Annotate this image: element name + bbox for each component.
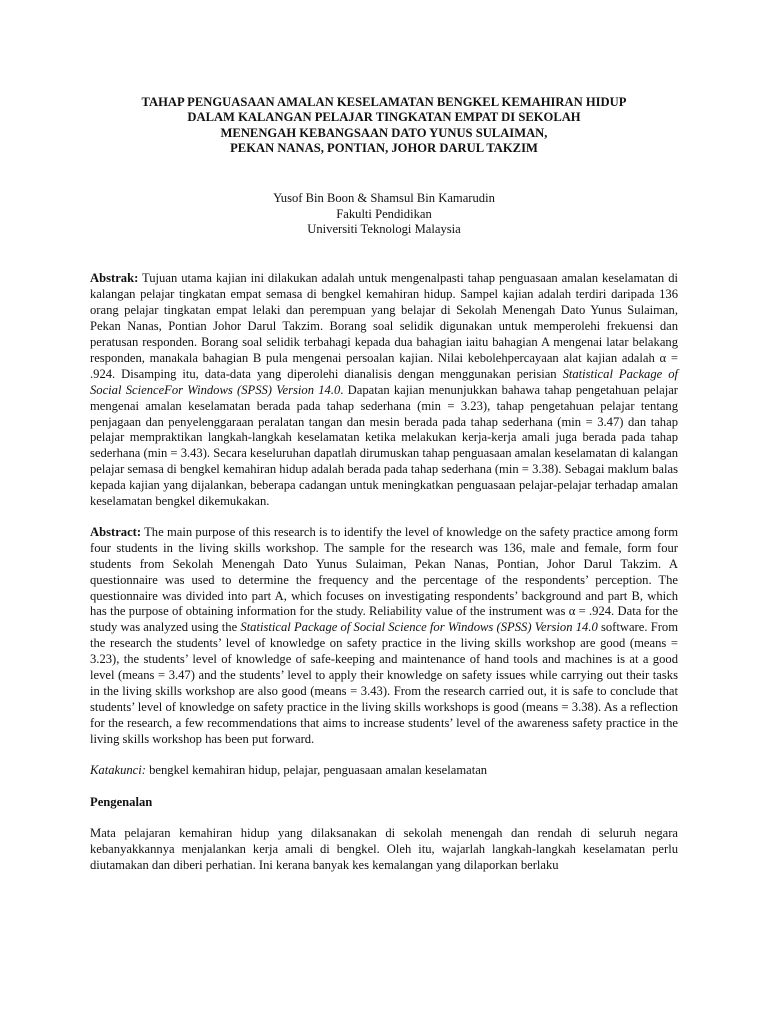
author-block [90, 191, 678, 239]
title-line: TAHAP PENGUASAAN AMALAN KESELAMATAN BENGKEL KEMAHIRAN HIDUP [141, 95, 627, 109]
keywords-paragraph [90, 763, 678, 779]
title-line: MENENGAH KEBANGSAAN DATO YUNUS SULAIMAN, [220, 125, 548, 140]
abstrak-text: Tujuan utama kajian ini dilakukan adalah untuk mengenalpasti tahap penguasaan amalan keselamatan di kalangan pelajar tingkatan empat semasa di bengkel kemahiran hidup. Sampel kajian adalah terdiri daripada 136 orang pelajar tingkatan empat lelaki dan perempuan yang belajar di Sekolah Menengah Dato Yunus Sulaiman, Pekan Nanas, Pontian Johor Darul Takzim. Borang soal selidik digunakan untuk memperolehi frekuensi dan peratusan responden. Borang soal selidik terbahagi kepada dua bahagian iaitu bahagian A mengenai latar belakang responden, manakala bahagian B pula mengenai persoalan kajian. Nilai kebolehpercayaan alat kajian adalah α = .924. Disamping itu, data-data yang diperolehi dianalisis dengan menggunakan perisian [90, 271, 678, 381]
abstrak-label: Abstrak: [90, 271, 139, 286]
keywords-label: Katakunci: [90, 762, 146, 777]
section-heading-introduction: Pengenalan [90, 794, 153, 809]
author-university: Universiti Teknologi Malaysia [307, 222, 461, 237]
abstract-label: Abstract: [90, 524, 142, 539]
abstrak-software-name: Statistical Package of Social ScienceFor Windows (SPSS) Version 14.0 [90, 366, 678, 397]
introduction-paragraph: Mata pelajaran kemahiran hidup yang dilaksanakan di sekolah menengah dan rendah di seluruh negara kebanyakkannya menjalankan kerja amali di bengkel. Oleh itu, wajarlah langkah-langkah keselamatan perlu diutamakan dan diberi perhatian. Ini kerana banyak kes kemalangan yang dilaporkan berlaku [90, 826, 678, 873]
abstract-paragraph [90, 525, 678, 748]
title-line: PEKAN NANAS, PONTIAN, JOHOR DARUL TAKZIM [230, 141, 538, 156]
paper-title [90, 95, 678, 157]
keywords-text: bengkel kemahiran hidup, pelajar, penguasaan amalan keselamatan [145, 762, 488, 777]
author-faculty: Fakulti Pendidikan [336, 206, 432, 221]
author-names: Yusof Bin Boon & Shamsul Bin Kamarudin [273, 190, 495, 205]
abstract-text: software. From the research the students’ level of knowledge on safety practice in the living skills workshop are good (means = 3.23), the students’ level of knowledge of safe-keeping and maintenance of hand tools and machines is at a good level (means = 3.47) and the students’ level to apply their knowledge on safety issues while carrying out their tasks in the living skills workshop are also good (means = 3.43). From the research carried out, it is safe to conclude that students’ level of knowledge on safety practice in the living skills workshops is good (means = 3.38). As a reflection for the research, a few recommendations that aims to increase students’ level of the awareness safety practice in the living skills workshop has been put forward. [90, 620, 678, 746]
abstrak-paragraph [90, 271, 678, 510]
paper-page [90, 95, 678, 874]
abstract-software-name: Statistical Package of Social Science for Windows (SPSS) Version 14.0 [240, 620, 598, 635]
abstract-text: The main purpose of this research is to identify the level of knowledge on the safety practice among form four students in the living skills workshop. The sample for the research was 136, male and female, form four students from Sekolah Menengah Dato Yunus Sulaiman, Pekan Nanas, Pontian, Johor Darul Takzim. A questionnaire was used to determine the frequency and the percentage of the respondents’ perception. The questionnaire was divided into part A, which focuses on investigating respondents’ background and part B, which has the purpose of obtaining information for the study. Reliability value of the instrument was α = .924. Data for the study was analyzed using the [90, 524, 678, 635]
title-line: DALAM KALANGAN PELAJAR TINGKATAN EMPAT DI SEKOLAH [187, 110, 581, 125]
abstrak-text: . Dapatan kajian menunjukkan bahawa tahap pengetahuan pelajar mengenai amalan keselamatan berada pada tahap sederhana (min = 3.23), tahap pengetahuan pelajar tentang penjagaan dan penyelenggaraan peralatan tangan dan mesin berada pada tahap sederhana (min = 3.47) dan tahap pelajar mempraktikan langkah-langkah keselamatan ketika melakukan kerja-kerja amali juga berada pada tahap sederhana (min = 3.43). Secara keseluruhan dapatlah dirumuskan tahap penguasaan amalan keselamatan di kalangan pelajar semasa di bengkel kemahiran hidup adalah berada pada tahap sederhana (min = 3.38). Sebagai maklum balas kepada kajian yang dijalankan, beberapa cadangan untuk meningkatkan penguasaan pelajar-pelajar terhadap amalan keselamatan bengkel dikemukakan. [90, 382, 678, 509]
